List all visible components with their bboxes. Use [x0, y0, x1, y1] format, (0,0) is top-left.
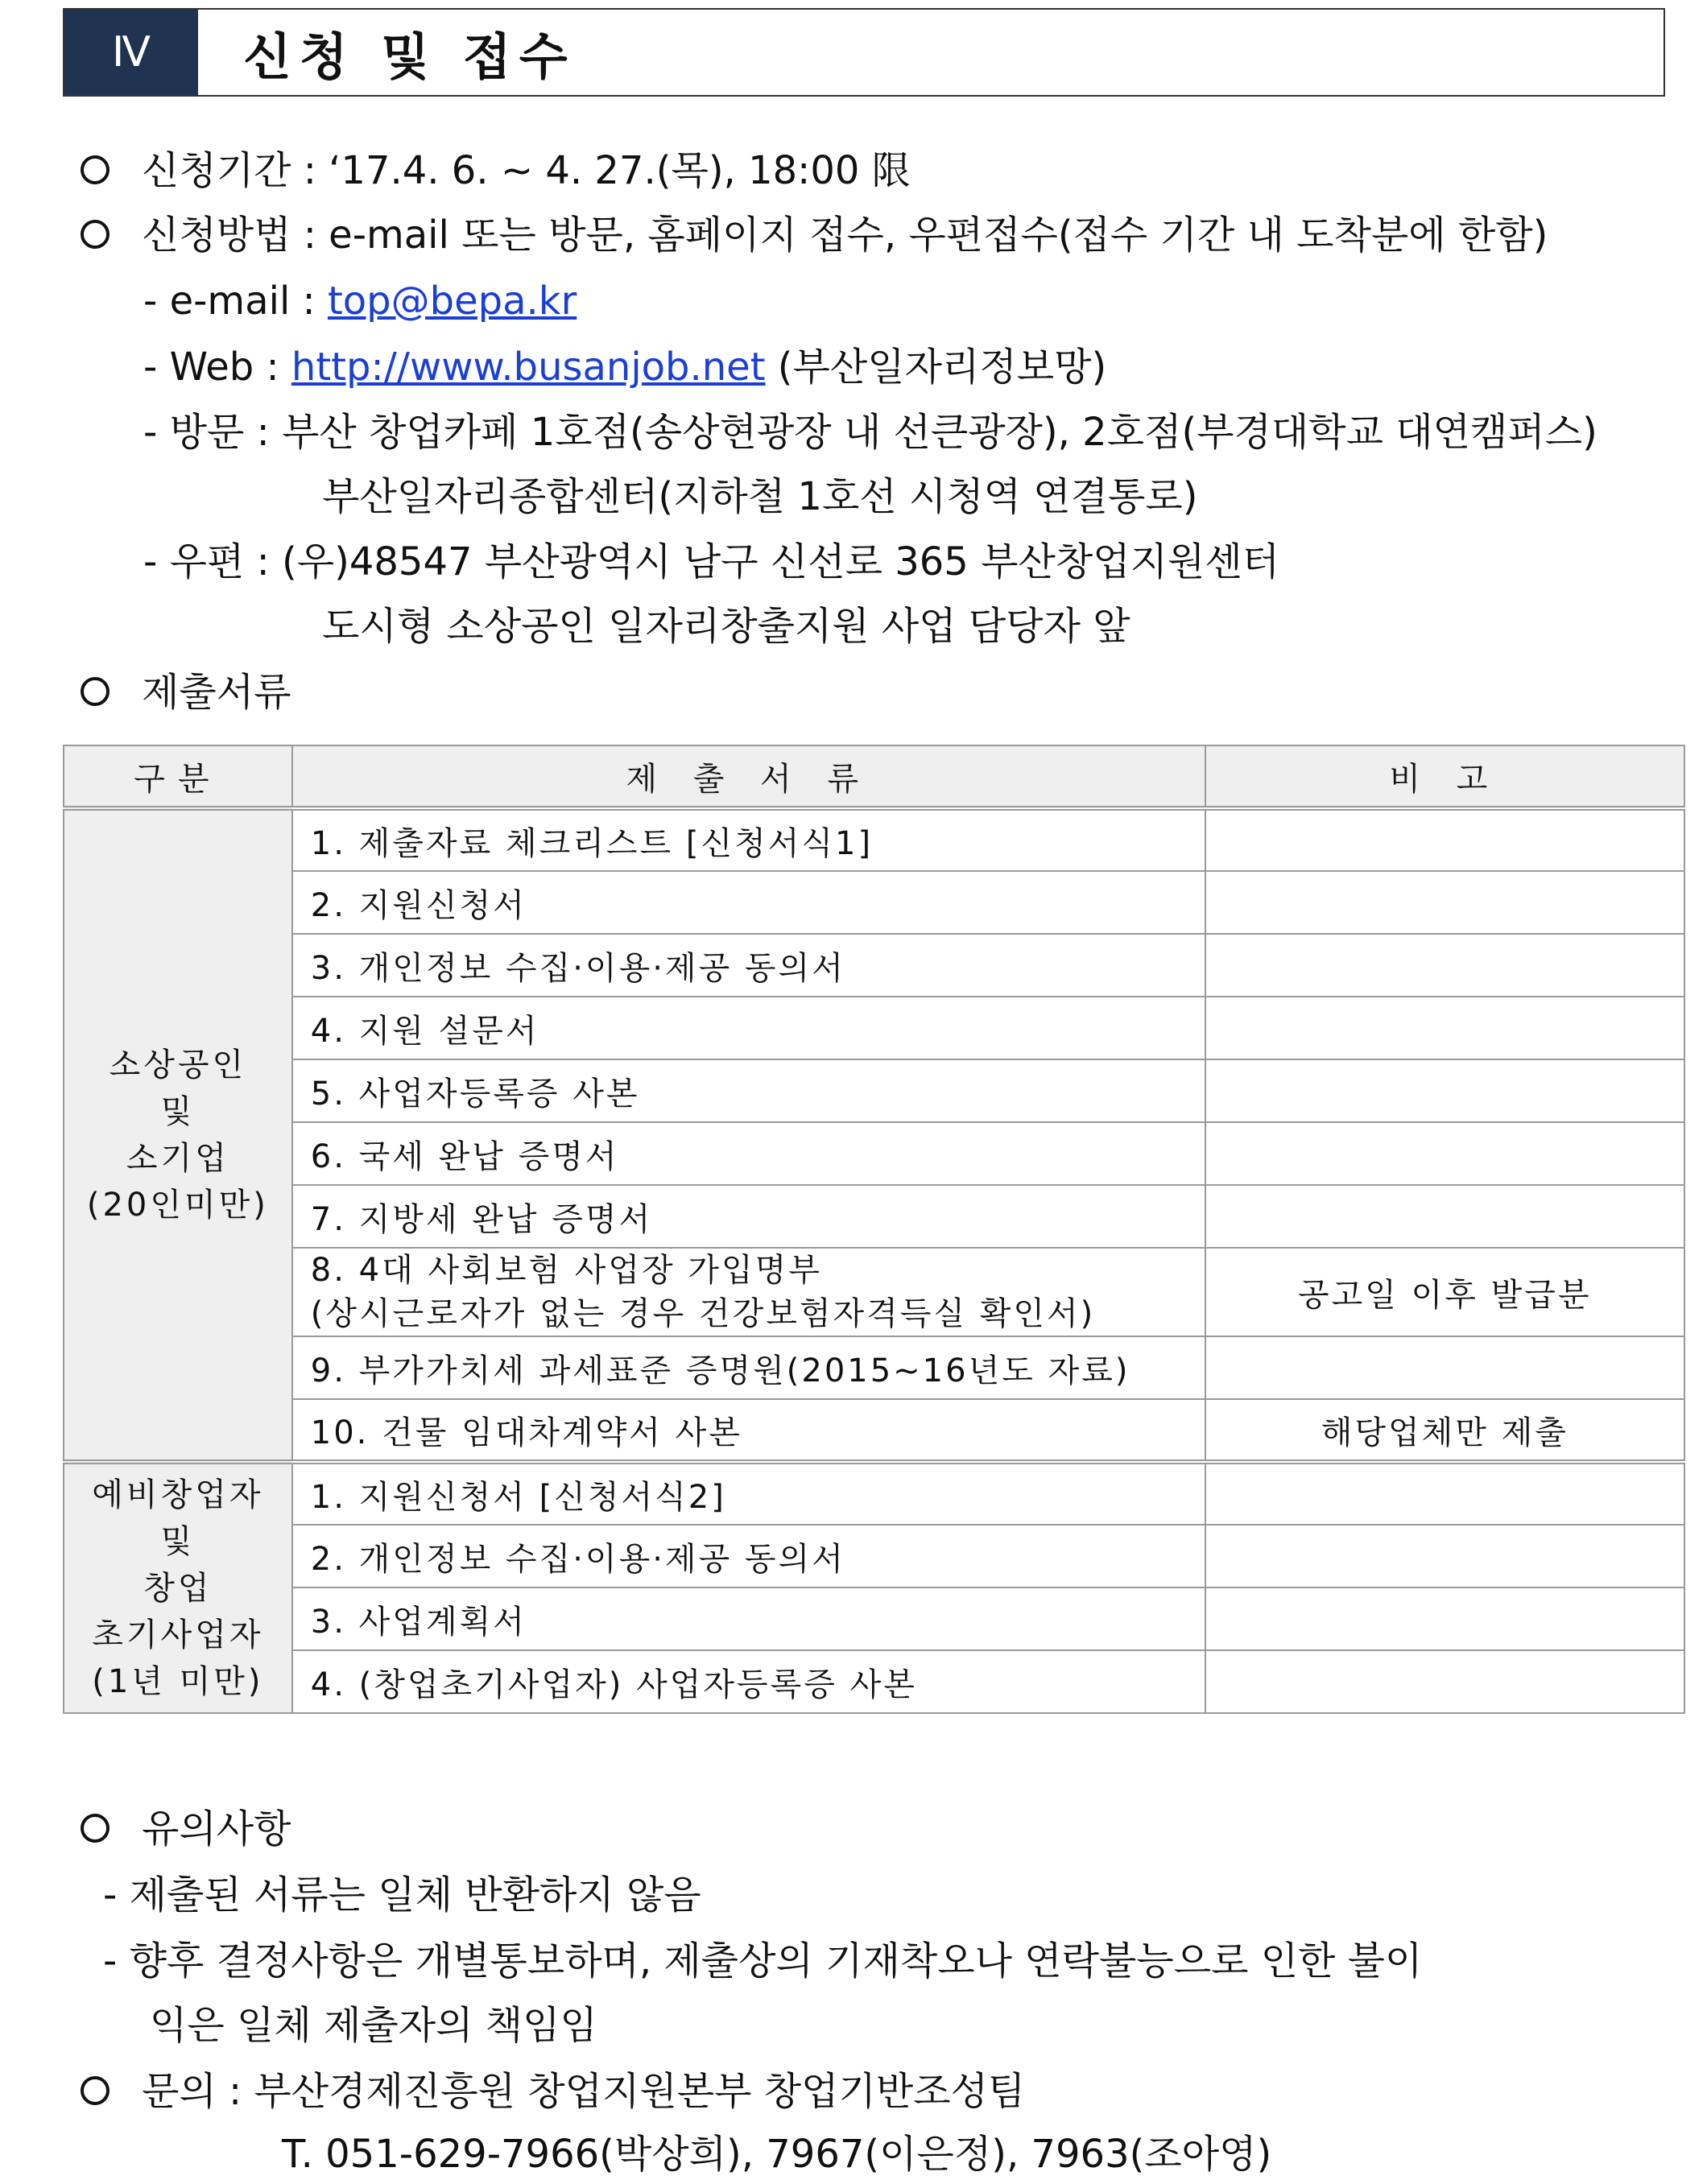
note-cell: 공고일 이후 발급분 [1205, 1248, 1684, 1336]
contact-text: 문의 : 부산경제진흥원 창업지원본부 창업기반조성팀 [142, 2069, 1026, 2114]
column-header-notes: 비 고 [1205, 745, 1684, 808]
section-header [63, 8, 1665, 97]
column-header-category: 구분 [64, 745, 292, 808]
circle-bullet-icon [81, 2076, 110, 2105]
document-cell: 1. 제출자료 체크리스트 [신청서식1] [292, 808, 1205, 871]
table-header-row [64, 745, 1684, 808]
notes-heading-line [81, 1803, 291, 1855]
note-cell [1205, 808, 1684, 871]
category-cell-startup: 예비창업자 및 창업 초기사업자 (1년 미만) [64, 1462, 292, 1713]
document-cell: 4. (창업초기사업자) 사업자등록증 사본 [292, 1650, 1205, 1713]
notes-heading: 유의사항 [142, 1806, 291, 1852]
table-row [64, 1525, 1684, 1587]
contact-line [81, 2066, 1025, 2117]
document-cell: 2. 개인정보 수집·이용·제공 동의서 [292, 1525, 1205, 1587]
note-cell [1205, 934, 1684, 997]
table-row [64, 1336, 1684, 1399]
notes-item-1: - 제출된 서류는 일체 반환하지 않음 [103, 1872, 701, 1918]
note-cell [1205, 1185, 1684, 1248]
mail-line-1: - 우편 : (우)48547 부산광역시 남구 신선로 365 부산창업지원센터 [143, 539, 1280, 584]
table-row [64, 1248, 1684, 1336]
circle-bullet-icon [81, 677, 110, 706]
notes-item-2-line-2: 익은 일체 제출자의 책임임 [150, 2003, 597, 2048]
method-line [81, 209, 1548, 261]
document-cell: 10. 건물 임대차계약서 사본 [292, 1399, 1205, 1462]
method-text: 신청방법 : e-mail 또는 방문, 홈페이지 접수, 우편접수(접수 기간 내 도착분에 한함) [142, 213, 1548, 258]
web-prefix: - Web : [143, 345, 291, 390]
visit-line-1: - 방문 : 부산 창업카페 1호점(송상현광장 내 선큰광장), 2호점(부경대학교 대연캠퍼스) [143, 410, 1597, 455]
email-line [143, 275, 577, 327]
table-row [64, 1587, 1684, 1650]
table-row [64, 934, 1684, 997]
table-row [64, 1399, 1684, 1462]
note-cell [1205, 1122, 1684, 1185]
documents-heading: 제출서류 [142, 670, 291, 715]
document-cell: 3. 개인정보 수집·이용·제공 동의서 [292, 934, 1205, 997]
note-cell [1205, 1650, 1684, 1713]
document-cell: 9. 부가가치세 과세표준 증명원(2015~16년도 자료) [292, 1336, 1205, 1399]
note-cell: 해당업체만 제출 [1205, 1399, 1684, 1462]
document-cell: 7. 지방세 완납 증명서 [292, 1185, 1205, 1248]
web-link[interactable]: http://www.busanjob.net [291, 345, 766, 390]
email-link[interactable]: top@bepa.kr [327, 279, 577, 324]
web-suffix: (부산일자리정보망) [765, 345, 1107, 390]
table-row [64, 1059, 1684, 1122]
visit-line-2: 부산일자리종합센터(지하철 1호선 시청역 연결통로) [322, 474, 1198, 519]
category-cell-small-business: 소상공인 및 소기업 (20인미만) [64, 808, 292, 1462]
circle-bullet-icon [81, 1814, 110, 1843]
document-cell: 5. 사업자등록증 사본 [292, 1059, 1205, 1122]
documents-table [63, 745, 1685, 1714]
note-cell [1205, 1462, 1684, 1525]
document-cell: 1. 지원신청서 [신청서식2] [292, 1462, 1205, 1525]
document-cell: 6. 국세 완납 증명서 [292, 1122, 1205, 1185]
table-row [64, 997, 1684, 1059]
documents-heading-line [81, 667, 291, 718]
note-cell [1205, 1336, 1684, 1399]
mail-line-2: 도시형 소상공인 일자리창출지원 사업 담당자 앞 [322, 604, 1130, 649]
web-line [143, 341, 1106, 393]
contact-phones: T. 051-629-7966(박상희), 7967(이은정), 7963(조아영) [282, 2132, 1272, 2177]
table-row [64, 1650, 1684, 1713]
email-prefix: - e-mail : [143, 279, 328, 324]
table-row [64, 1462, 1684, 1525]
note-cell [1205, 997, 1684, 1059]
document-cell: 2. 지원신청서 [292, 871, 1205, 934]
period-text: 신청기간 : ‘17.4. 6. ~ 4. 27.(목), 18:00 限 [142, 148, 911, 193]
note-cell [1205, 1525, 1684, 1587]
table-row [64, 871, 1684, 934]
circle-bullet-icon [81, 155, 110, 184]
circle-bullet-icon [81, 220, 110, 249]
document-cell: 4. 지원 설문서 [292, 997, 1205, 1059]
section-number: Ⅳ [64, 10, 198, 95]
table-row [64, 808, 1684, 871]
note-cell [1205, 871, 1684, 934]
notes-item-2-line-1: - 향후 결정사항은 개별통보하며, 제출상의 기재착오나 연락불능으로 인한 불이 [103, 1938, 1423, 1984]
document-cell: 3. 사업계획서 [292, 1587, 1205, 1650]
note-cell [1205, 1059, 1684, 1122]
document-cell: 8. 4대 사회보험 사업장 가입명부 (상시근로자가 없는 경우 건강보험자격득실 확인서) [292, 1248, 1205, 1336]
table-row [64, 1122, 1684, 1185]
period-line [81, 145, 911, 196]
column-header-documents: 제 출 서 류 [292, 745, 1205, 808]
section-title: 신청 및 접수 [243, 27, 576, 86]
note-cell [1205, 1587, 1684, 1650]
table-row [64, 1185, 1684, 1248]
